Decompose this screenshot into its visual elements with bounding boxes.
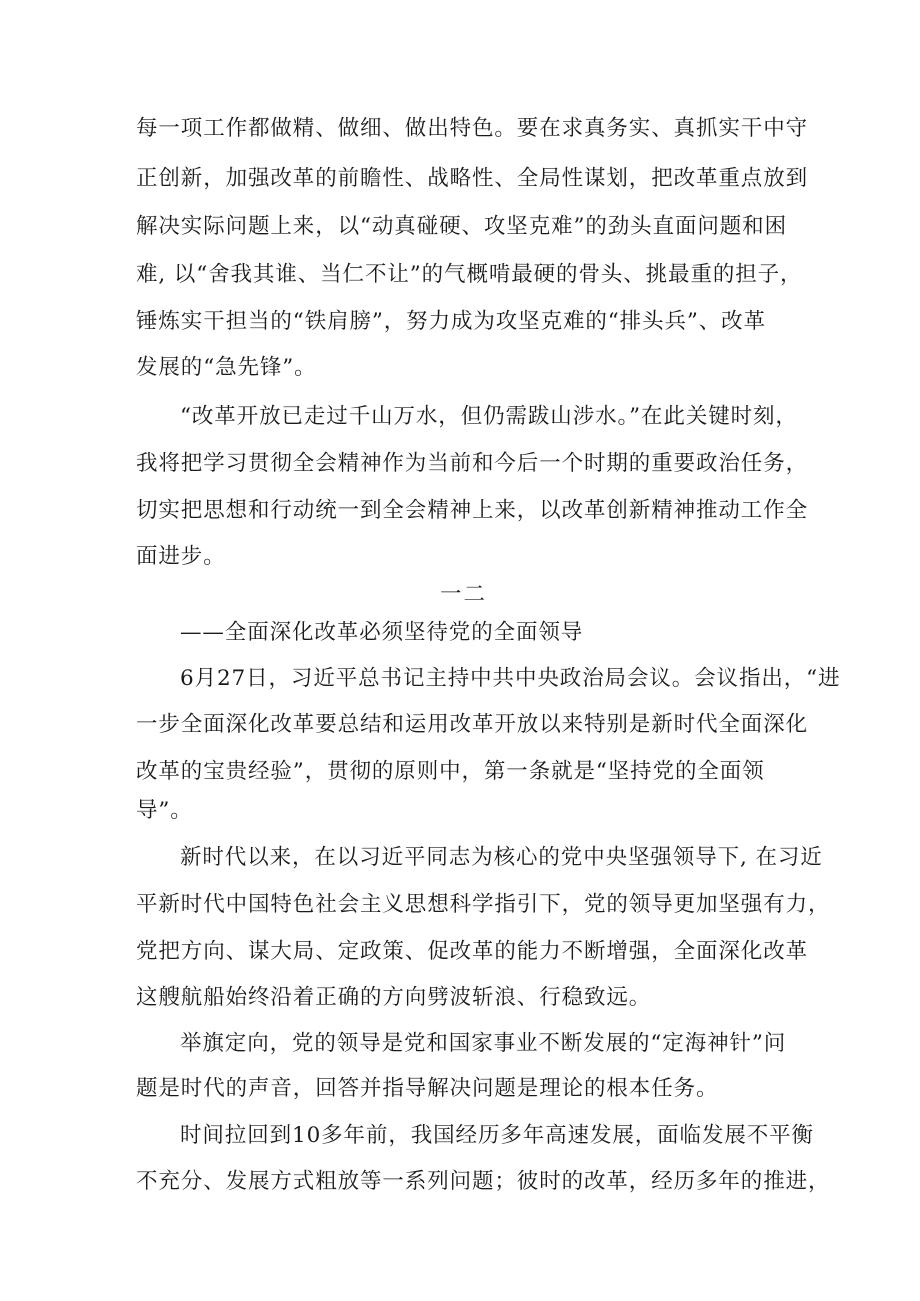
text-line: 锤炼实干担当的“铁肩膀”，努力成为攻坚克难的“排头兵”、改革	[136, 309, 766, 334]
text-line: 我将把学习贯彻全会精神作为当前和今后一个时期的重要政治任务，	[136, 451, 809, 476]
text-line: 举旗定向，党的领导是党和国家事业不断发展的“定海神针”问	[180, 1031, 787, 1056]
text-line: 导”。	[136, 798, 193, 823]
text-line: 新时代以来，在以习近平同志为核心的党中央坚强领导下, 在习近	[180, 845, 823, 870]
text-line: 党把方向、谋大局、定政策、促改革的能力不断增强，全面深化改革	[136, 939, 809, 964]
text-line: 这艘航船始终沿着正确的方向劈波斩浪、行稳致远。	[136, 985, 652, 1010]
text-line: 每一项工作都做精、做细、做出特色。要在求真务实、真抓实干中守	[136, 116, 809, 141]
text-line: “改革开放已走过千山万水，但仍需跋山涉水。”在此关键时刻，	[180, 404, 798, 429]
text-line: 6月27日，习近平总书记主持中共中央政治局会议。会议指出，“进	[180, 666, 841, 691]
section-subtitle: ——全面深化改革必须坚待党的全面领导	[180, 620, 584, 645]
text-line: 正创新，加强改革的前瞻性、战略性、全局性谋划，把改革重点放到	[136, 166, 809, 191]
section-number: 一二	[440, 582, 488, 607]
text-line: 面进步。	[136, 544, 226, 569]
text-line: 题是时代的声音，回答并指导解决问题是理论的根本任务。	[136, 1076, 719, 1101]
text-line: 切实把思想和行动统一到全会精神上来，以改革创新精神推动工作全	[136, 498, 809, 523]
text-line: 难, 以“舍我其谁、当仁不让”的气概啃最硬的骨头、挑最重的担子，	[136, 262, 803, 287]
text-line: 改革的宝贵经验”，贯彻的原则中，第一条就是“坚持党的全面领	[136, 759, 765, 784]
text-line: 时间拉回到10多年前，我国经历多年高速发展，面临发展不平衡	[180, 1123, 814, 1148]
text-line: 不充分、发展方式粗放等一系列问题；彼时的改革，经历多年的推进，	[136, 1169, 831, 1194]
text-line: 解决实际问题上来，以“动真碰硬、攻坚克难”的劲头直面问题和困	[136, 214, 787, 239]
text-line: 发展的“急先锋”。	[136, 355, 317, 380]
text-line: 平新时代中国特色社会主义思想科学指引下，党的领导更加坚强有力，	[136, 892, 831, 917]
text-line: 一步全面深化改革要总结和运用改革开放以来特别是新时代全面深化	[136, 712, 809, 737]
